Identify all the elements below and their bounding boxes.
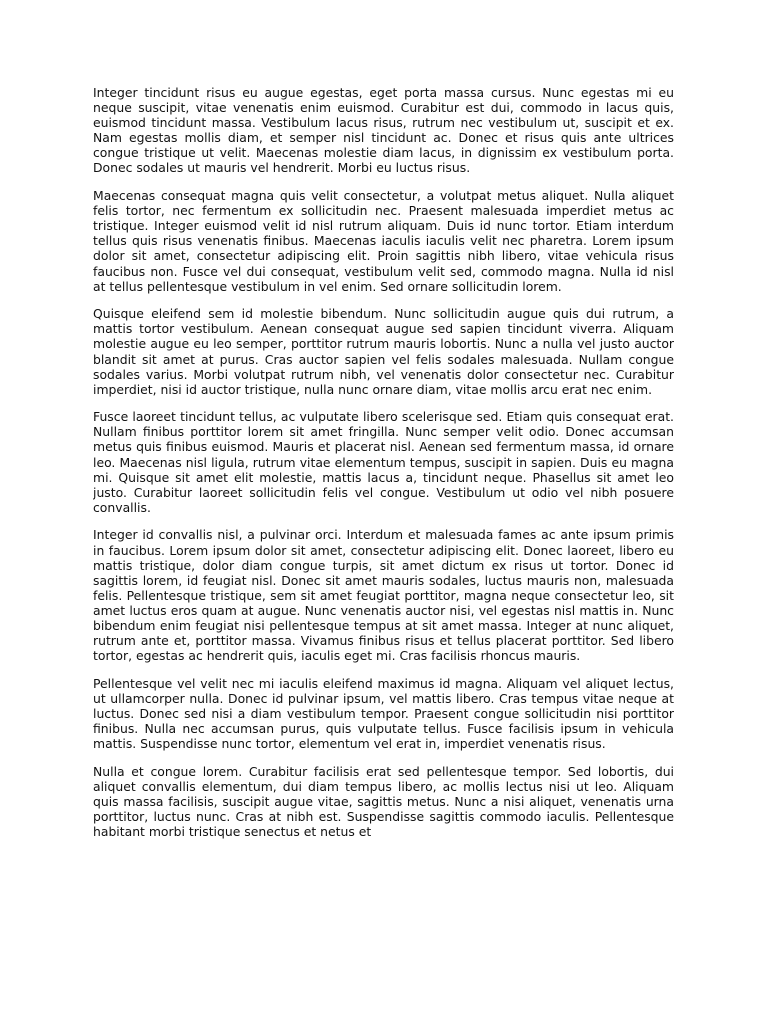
paragraph-1: Integer tincidunt risus eu augue egestas, eget porta massa cursus. Nunc egestas mi eu neque suscipit, vitae venenatis enim euismod. Curabitur est dui, commodo in lacus quis, euismod tincidunt massa. Vestibulum lacus risus, rutrum nec vestibulum ut, suscipit et ex. Nam egestas mollis diam, et semper nisl tincidunt ac. Donec et risus quis ante ultrices congue tristique ut velit. Maecenas molestie diam lacus, in dignissim ex vestibulum porta. Donec sodales ut mauris vel hendrerit. Morbi eu luctus risus. bbox=[93, 85, 674, 176]
document-page bbox=[93, 85, 674, 917]
paragraph-3: Quisque eleifend sem id molestie bibendum. Nunc sollicitudin augue quis dui rutrum, a mattis tortor vestibulum. Aenean consequat augue sed sapien tincidunt viverra. Aliquam molestie augue eu leo semper, porttitor rutrum mauris lobortis. Nunc a nulla vel justo auctor blandit sit amet at purus. Cras auctor sapien vel felis sodales malesuada. Nullam congue sodales varius. Morbi volutpat rutrum nibh, vel venenatis dolor consectetur nec. Curabitur imperdiet, nisi id auctor tristique, nulla nunc ornare diam, vitae mollis arcu erat nec enim. bbox=[93, 306, 674, 397]
paragraph-2: Maecenas consequat magna quis velit consectetur, a volutpat metus aliquet. Nulla aliquet felis tortor, nec fermentum ex sollicitudin nec. Praesent malesuada imperdiet metus ac tristique. Integer euismod velit id nisl rutrum aliquam. Duis id nunc tortor. Etiam interdum tellus quis risus venenatis finibus. Maecenas iaculis iaculis velit nec pharetra. Lorem ipsum dolor sit amet, consectetur adipiscing elit. Proin sagittis nibh libero, vitae vehicula risus faucibus non. Fusce vel dui consequat, vestibulum velit sed, commodo magna. Nulla id nisl at tellus pellentesque vestibulum in vel enim. Sed ornare sollicitudin lorem. bbox=[93, 188, 674, 294]
paragraph-6: Pellentesque vel velit nec mi iaculis eleifend maximus id magna. Aliquam vel aliquet lectus, ut ullamcorper nulla. Donec id pulvinar ipsum, vel mattis libero. Cras tempus vitae neque at luctus. Donec sed nisi a diam vestibulum tempor. Praesent congue sollicitudin nisi porttitor finibus. Nulla nec accumsan purus, quis vulputate tellus. Fusce facilisis ipsum in vehicula mattis. Suspendisse nunc tortor, elementum vel erat in, imperdiet venenatis risus. bbox=[93, 675, 674, 752]
paragraph-5: Integer id convallis nisl, a pulvinar orci. Interdum et malesuada fames ac ante ipsum primis in faucibus. Lorem ipsum dolor sit amet, consectetur adipiscing elit. Donec laoreet, libero eu mattis tristique, dolor diam congue turpis, sit amet dictum ex risus ut tortor. Donec id sagittis lorem, id feugiat nisl. Donec sit amet mauris sodales, luctus mauris non, malesuada felis. Pellentesque tristique, sem sit amet feugiat porttitor, magna neque consectetur leo, sit amet luctus eros quam at augue. Nunc venenatis auctor nisi, vel egestas nisl mattis in. Nunc bibendum enim feugiat nisi pellentesque tempus at sit amet massa. Integer at nunc aliquet, rutrum ante et, porttitor massa. Vivamus finibus risus et tellus placerat porttitor. Sed libero tortor, egestas ac hendrerit quis, iaculis eget mi. Cras facilisis rhoncus mauris. bbox=[93, 527, 674, 664]
paragraph-7: Nulla et congue lorem. Curabitur facilisis erat sed pellentesque tempor. Sed lobortis, dui aliquet convallis elementum, dui diam tempus libero, ac mollis lectus nisi ut leo. Aliquam quis massa facilisis, suscipit augue vitae, sagittis metus. Nunc a nisi aliquet, venenatis urna porttitor, luctus nunc. Cras at nibh est. Suspendisse sagittis commodo iaculis. Pellentesque habitant morbi tristique senectus et netus et bbox=[93, 763, 674, 840]
paragraph-4: Fusce laoreet tincidunt tellus, ac vulputate libero scelerisque sed. Etiam quis consequat erat. Nullam finibus porttitor lorem sit amet fringilla. Nunc semper velit odio. Donec accumsan metus quis finibus euismod. Mauris et placerat nisl. Aenean sed fermentum massa, id ornare leo. Maecenas nisl ligula, rutrum vitae elementum tempus, suscipit in sapien. Duis eu magna mi. Quisque sit amet elit molestie, mattis lacus a, tincidunt neque. Phasellus sit amet leo justo. Curabitur laoreet sollicitudin felis vel congue. Vestibulum ut odio vel nibh posuere convallis. bbox=[93, 409, 674, 515]
